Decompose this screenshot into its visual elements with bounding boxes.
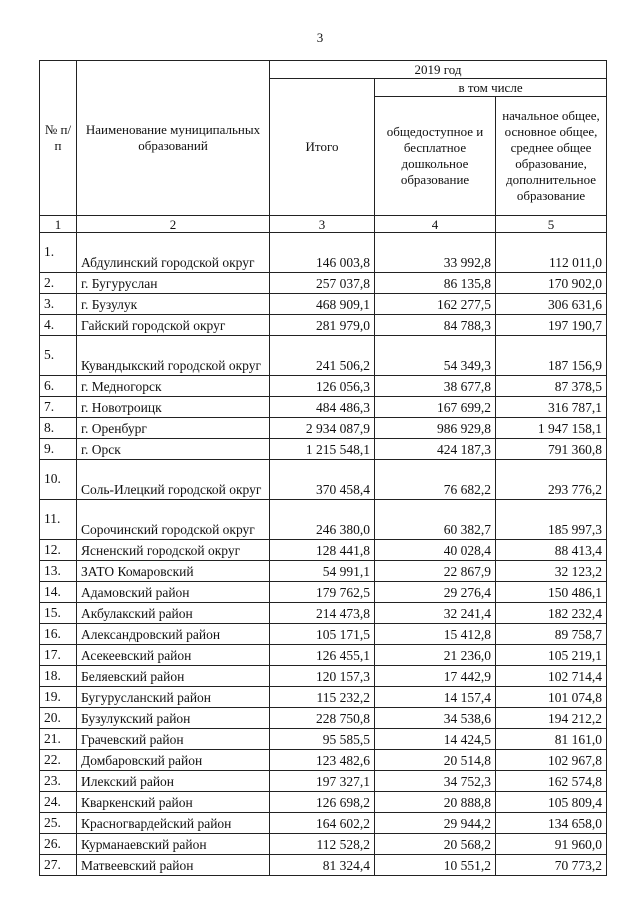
row-number: 17. [40, 645, 77, 666]
row-number: 1. [40, 233, 77, 273]
municipality-name: г. Медногорск [77, 376, 270, 397]
row-number: 18. [40, 666, 77, 687]
general-value: 162 574,8 [496, 771, 607, 792]
row-number: 15. [40, 603, 77, 624]
preschool-value: 38 677,8 [375, 376, 496, 397]
row-number: 24. [40, 792, 77, 813]
table-row [40, 397, 607, 418]
column-number: 2 [77, 216, 270, 233]
total-value: 54 991,1 [270, 561, 375, 582]
header-including: в том числе [375, 79, 607, 97]
total-value: 112 528,2 [270, 834, 375, 855]
municipality-name: Гайский городской округ [77, 315, 270, 336]
table-row [40, 376, 607, 397]
municipality-name: Беляевский район [77, 666, 270, 687]
preschool-value: 20 568,2 [375, 834, 496, 855]
municipality-name: Курманаевский район [77, 834, 270, 855]
table-header [40, 61, 607, 233]
preschool-value: 15 412,8 [375, 624, 496, 645]
municipality-name: Акбулакский район [77, 603, 270, 624]
municipality-name: Илекский район [77, 771, 270, 792]
municipality-name: Александровский район [77, 624, 270, 645]
municipality-name: Ясненский городской округ [77, 540, 270, 561]
total-value: 123 482,6 [270, 750, 375, 771]
municipality-name: Соль-Илецкий городской округ [77, 460, 270, 500]
table-row [40, 439, 607, 460]
total-value: 468 909,1 [270, 294, 375, 315]
total-value: 95 585,5 [270, 729, 375, 750]
general-value: 112 011,0 [496, 233, 607, 273]
total-value: 126 455,1 [270, 645, 375, 666]
table-row [40, 315, 607, 336]
total-value: 241 506,2 [270, 336, 375, 376]
preschool-value: 84 788,3 [375, 315, 496, 336]
total-value: 105 171,5 [270, 624, 375, 645]
preschool-value: 34 752,3 [375, 771, 496, 792]
table-row [40, 666, 607, 687]
header-preschool: общедоступное и бесплатное дошкольное образование [375, 97, 496, 216]
header-name: Наименование муниципальных образований [77, 61, 270, 216]
preschool-value: 20 514,8 [375, 750, 496, 771]
row-number: 2. [40, 273, 77, 294]
row-number: 6. [40, 376, 77, 397]
general-value: 194 212,2 [496, 708, 607, 729]
preschool-value: 54 349,3 [375, 336, 496, 376]
preschool-value: 29 944,2 [375, 813, 496, 834]
general-value: 81 161,0 [496, 729, 607, 750]
table-row [40, 687, 607, 708]
general-value: 170 902,0 [496, 273, 607, 294]
table-row [40, 336, 607, 376]
total-value: 197 327,1 [270, 771, 375, 792]
preschool-value: 40 028,4 [375, 540, 496, 561]
table-row [40, 645, 607, 666]
row-number: 10. [40, 460, 77, 500]
preschool-value: 29 276,4 [375, 582, 496, 603]
general-value: 32 123,2 [496, 561, 607, 582]
preschool-value: 86 135,8 [375, 273, 496, 294]
municipality-name: Сорочинский городской округ [77, 500, 270, 540]
general-value: 316 787,1 [496, 397, 607, 418]
general-value: 102 967,8 [496, 750, 607, 771]
total-value: 2 934 087,9 [270, 418, 375, 439]
general-value: 101 074,8 [496, 687, 607, 708]
total-value: 179 762,5 [270, 582, 375, 603]
table-row [40, 540, 607, 561]
column-number: 5 [496, 216, 607, 233]
municipality-name: г. Оренбург [77, 418, 270, 439]
total-value: 146 003,8 [270, 233, 375, 273]
row-number: 8. [40, 418, 77, 439]
total-value: 115 232,2 [270, 687, 375, 708]
row-number: 3. [40, 294, 77, 315]
row-number: 19. [40, 687, 77, 708]
row-number: 4. [40, 315, 77, 336]
general-value: 105 809,4 [496, 792, 607, 813]
preschool-value: 14 157,4 [375, 687, 496, 708]
row-number: 16. [40, 624, 77, 645]
municipality-name: г. Новотроицк [77, 397, 270, 418]
preschool-value: 167 699,2 [375, 397, 496, 418]
table-row [40, 582, 607, 603]
municipality-name: Адамовский район [77, 582, 270, 603]
table-row [40, 813, 607, 834]
table-row [40, 708, 607, 729]
table-row [40, 273, 607, 294]
general-value: 197 190,7 [496, 315, 607, 336]
municipality-name: Бузулукский район [77, 708, 270, 729]
table-row [40, 603, 607, 624]
preschool-value: 21 236,0 [375, 645, 496, 666]
total-value: 214 473,8 [270, 603, 375, 624]
general-value: 89 758,7 [496, 624, 607, 645]
preschool-value: 32 241,4 [375, 603, 496, 624]
general-value: 70 773,2 [496, 855, 607, 876]
table-row [40, 729, 607, 750]
total-value: 126 056,3 [270, 376, 375, 397]
preschool-value: 34 538,6 [375, 708, 496, 729]
row-number: 25. [40, 813, 77, 834]
general-value: 791 360,8 [496, 439, 607, 460]
municipality-name: г. Орск [77, 439, 270, 460]
general-value: 87 378,5 [496, 376, 607, 397]
total-value: 126 698,2 [270, 792, 375, 813]
general-value: 293 776,2 [496, 460, 607, 500]
total-value: 246 380,0 [270, 500, 375, 540]
general-value: 1 947 158,1 [496, 418, 607, 439]
row-number: 22. [40, 750, 77, 771]
municipality-name: Домбаровский район [77, 750, 270, 771]
total-value: 257 037,8 [270, 273, 375, 294]
municipality-name: Красногвардейский район [77, 813, 270, 834]
table-row [40, 500, 607, 540]
total-value: 370 458,4 [270, 460, 375, 500]
municipality-name: Матвеевский район [77, 855, 270, 876]
row-number: 7. [40, 397, 77, 418]
preschool-value: 76 682,2 [375, 460, 496, 500]
table-row [40, 750, 607, 771]
column-number: 1 [40, 216, 77, 233]
total-value: 1 215 548,1 [270, 439, 375, 460]
table-row [40, 460, 607, 500]
header-general: начальное общее, основное общее, среднее общее образование, дополнительное образование [496, 97, 607, 216]
preschool-value: 60 382,7 [375, 500, 496, 540]
column-number: 4 [375, 216, 496, 233]
table-row [40, 855, 607, 876]
row-number: 26. [40, 834, 77, 855]
municipality-name: Кувандыкский городской округ [77, 336, 270, 376]
municipality-name: г. Бузулук [77, 294, 270, 315]
header-num: № п/п [40, 61, 77, 216]
column-number: 3 [270, 216, 375, 233]
table-row [40, 418, 607, 439]
row-number: 21. [40, 729, 77, 750]
page-number: 3 [316, 30, 324, 45]
total-value: 128 441,8 [270, 540, 375, 561]
preschool-value: 162 277,5 [375, 294, 496, 315]
general-value: 187 156,9 [496, 336, 607, 376]
table-body [40, 233, 607, 876]
row-number: 14. [40, 582, 77, 603]
header-row-year [40, 61, 607, 79]
preschool-value: 10 551,2 [375, 855, 496, 876]
general-value: 182 232,4 [496, 603, 607, 624]
table-row [40, 233, 607, 273]
total-value: 81 324,4 [270, 855, 375, 876]
table-row [40, 561, 607, 582]
row-number: 12. [40, 540, 77, 561]
header-total: Итого [270, 79, 375, 216]
preschool-value: 424 187,3 [375, 439, 496, 460]
general-value: 134 658,0 [496, 813, 607, 834]
total-value: 484 486,3 [270, 397, 375, 418]
row-number: 23. [40, 771, 77, 792]
preschool-value: 17 442,9 [375, 666, 496, 687]
general-value: 185 997,3 [496, 500, 607, 540]
table-row [40, 792, 607, 813]
total-value: 120 157,3 [270, 666, 375, 687]
municipality-name: г. Бугуруслан [77, 273, 270, 294]
table-row [40, 624, 607, 645]
municipality-name: Асекеевский район [77, 645, 270, 666]
preschool-value: 33 992,8 [375, 233, 496, 273]
municipality-name: Грачевский район [77, 729, 270, 750]
general-value: 105 219,1 [496, 645, 607, 666]
table-row [40, 834, 607, 855]
row-number: 5. [40, 336, 77, 376]
general-value: 150 486,1 [496, 582, 607, 603]
header-year: 2019 год [270, 61, 607, 79]
preschool-value: 986 929,8 [375, 418, 496, 439]
preschool-value: 20 888,8 [375, 792, 496, 813]
total-value: 281 979,0 [270, 315, 375, 336]
total-value: 164 602,2 [270, 813, 375, 834]
municipality-name: Бугурусланский район [77, 687, 270, 708]
table-row [40, 294, 607, 315]
municipality-name: Абдулинский городской округ [77, 233, 270, 273]
row-number: 11. [40, 500, 77, 540]
general-value: 91 960,0 [496, 834, 607, 855]
row-number: 13. [40, 561, 77, 582]
row-number: 9. [40, 439, 77, 460]
municipality-name: Кваркенский район [77, 792, 270, 813]
table-row [40, 771, 607, 792]
budget-table [39, 60, 607, 876]
preschool-value: 22 867,9 [375, 561, 496, 582]
row-number: 27. [40, 855, 77, 876]
general-value: 306 631,6 [496, 294, 607, 315]
general-value: 102 714,4 [496, 666, 607, 687]
general-value: 88 413,4 [496, 540, 607, 561]
preschool-value: 14 424,5 [375, 729, 496, 750]
row-number: 20. [40, 708, 77, 729]
header-row-column-numbers [40, 216, 607, 233]
municipality-name: ЗАТО Комаровский [77, 561, 270, 582]
total-value: 228 750,8 [270, 708, 375, 729]
